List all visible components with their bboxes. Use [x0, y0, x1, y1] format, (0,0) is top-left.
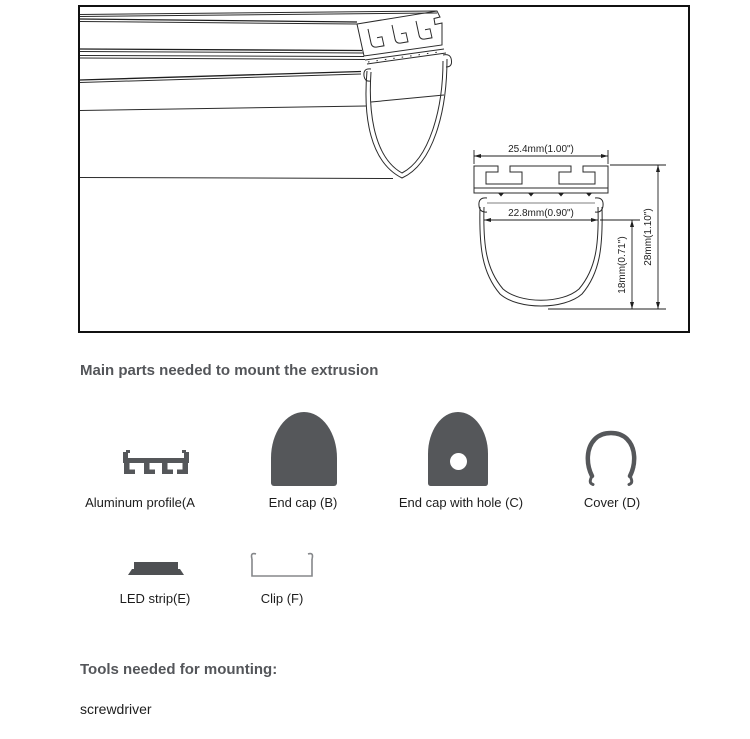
dim-inner-width-text: 22.8mm(0.90")	[508, 208, 574, 219]
tool-item-screwdriver: screwdriver	[80, 701, 152, 717]
extrusion-technical-drawing	[80, 7, 684, 327]
cover-icon	[580, 426, 642, 488]
dimension-top-width	[474, 144, 608, 164]
end-cap-with-hole-icon	[428, 412, 488, 486]
technical-drawing-panel	[78, 5, 690, 333]
dim-inner-height-text: 18mm(0.71")	[617, 236, 628, 294]
part-label-cover: Cover (D)	[583, 495, 641, 510]
part-label-end-cap: End cap (B)	[268, 495, 338, 510]
led-strip-icon	[128, 562, 184, 576]
end-cap-icon	[271, 412, 337, 486]
parts-section-heading: Main parts needed to mount the extrusion	[80, 362, 379, 379]
dim-total-height-text: 28mm(1.10")	[643, 208, 654, 266]
part-label-led-strip: LED strip(E)	[119, 591, 191, 606]
part-label-aluminum-profile: Aluminum profile(A	[85, 495, 195, 510]
end-cap-hole	[450, 453, 467, 470]
clip-icon	[247, 550, 317, 580]
extrusion-end-section	[357, 11, 452, 178]
aluminum-profile-icon	[123, 450, 189, 478]
extrusion-cross-section	[474, 144, 666, 309]
dimension-inner-width	[484, 208, 598, 222]
dimension-total-height	[548, 165, 666, 309]
dim-top-width-text: 25.4mm(1.00")	[508, 144, 574, 155]
dimension-inner-height	[600, 220, 640, 309]
part-label-clip: Clip (F)	[260, 591, 304, 606]
tools-section-heading: Tools needed for mounting:	[80, 661, 278, 678]
part-label-end-cap-with-hole: End cap with hole (C)	[398, 495, 524, 510]
